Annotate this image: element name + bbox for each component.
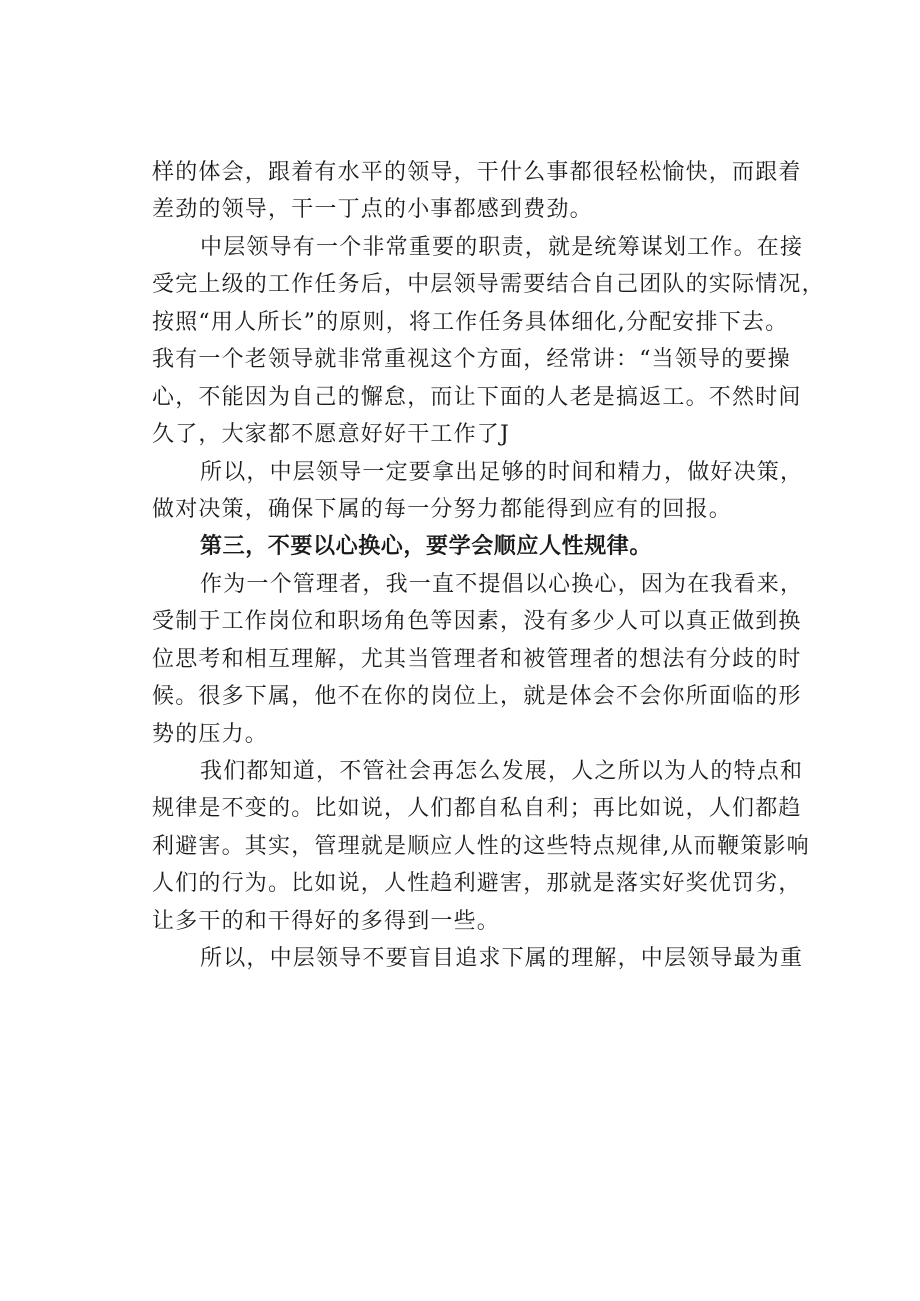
paragraph-line: 久了，大家都不愿意好好干工作了J bbox=[152, 422, 511, 448]
paragraph-start-line: 作为一个管理者，我一直不提倡以心换心，因为在我看来， bbox=[200, 571, 804, 597]
paragraph-line: 按照“用人所长”的原则，将工作任务具体细化,分配安排下去。 bbox=[152, 309, 789, 335]
paragraph-line: 让多干的和干得好的多得到一些。 bbox=[152, 908, 501, 934]
paragraph-line: 规律是不变的。比如说，人们都自私自利；再比如说，人们都趋 bbox=[152, 796, 802, 822]
paragraph-line: 人们的行为。比如说，人性趋利避害，那就是落实好奖优罚劣， bbox=[152, 871, 802, 897]
paragraph-line: 受完上级的工作任务后，中层领导需要结合自己团队的实际情况， bbox=[152, 272, 825, 298]
section-heading: 第三，不要以心换心，要学会顺应人性规律。 bbox=[200, 534, 653, 560]
paragraph-line: 利避害。其实，管理就是顺应人性的这些特点规律,从而鞭策影响 bbox=[152, 833, 810, 859]
paragraph-line: 势的压力。 bbox=[152, 721, 269, 747]
paragraph-start-line: 所以，中层领导不要盲目追求下属的理解，中层领导最为重 bbox=[200, 946, 804, 972]
paragraph-line: 位思考和相互理解，尤其当管理者和被管理者的想法有分歧的时 bbox=[152, 646, 802, 672]
paragraph-line: 心，不能因为自己的懈怠，而让下面的人老是搞返工。不然时间 bbox=[152, 384, 802, 410]
paragraph-line: 样的体会，跟着有水平的领导，干什么事都很轻松愉快，而跟着 bbox=[152, 160, 802, 185]
body-text bbox=[152, 154, 825, 978]
paragraph-line: 做对决策，确保下属的每一分努力都能得到应有的回报。 bbox=[152, 496, 733, 522]
paragraph-line: 候。很多下属，他不在你的岗位上，就是体会不会你所面临的形 bbox=[152, 684, 802, 710]
paragraph-start-line: 所以，中层领导一定要拿出足够的时间和精力，做好决策， bbox=[200, 459, 804, 485]
paragraph-line: 差劲的领导，干一丁点的小事都感到费劲。 bbox=[152, 197, 593, 223]
paragraph-line: 受制于工作岗位和职场角色等因素，没有多少人可以真正做到换 bbox=[152, 609, 802, 635]
paragraph-start-line: 中层领导有一个非常重要的职责，就是统筹谋划工作。在接 bbox=[200, 234, 804, 260]
paragraph-start-line: 我们都知道，不管社会再怎么发展，人之所以为人的特点和 bbox=[200, 759, 804, 784]
paragraph-line: 我有一个老领导就非常重视这个方面，经常讲：“当领导的要操 bbox=[152, 347, 791, 373]
